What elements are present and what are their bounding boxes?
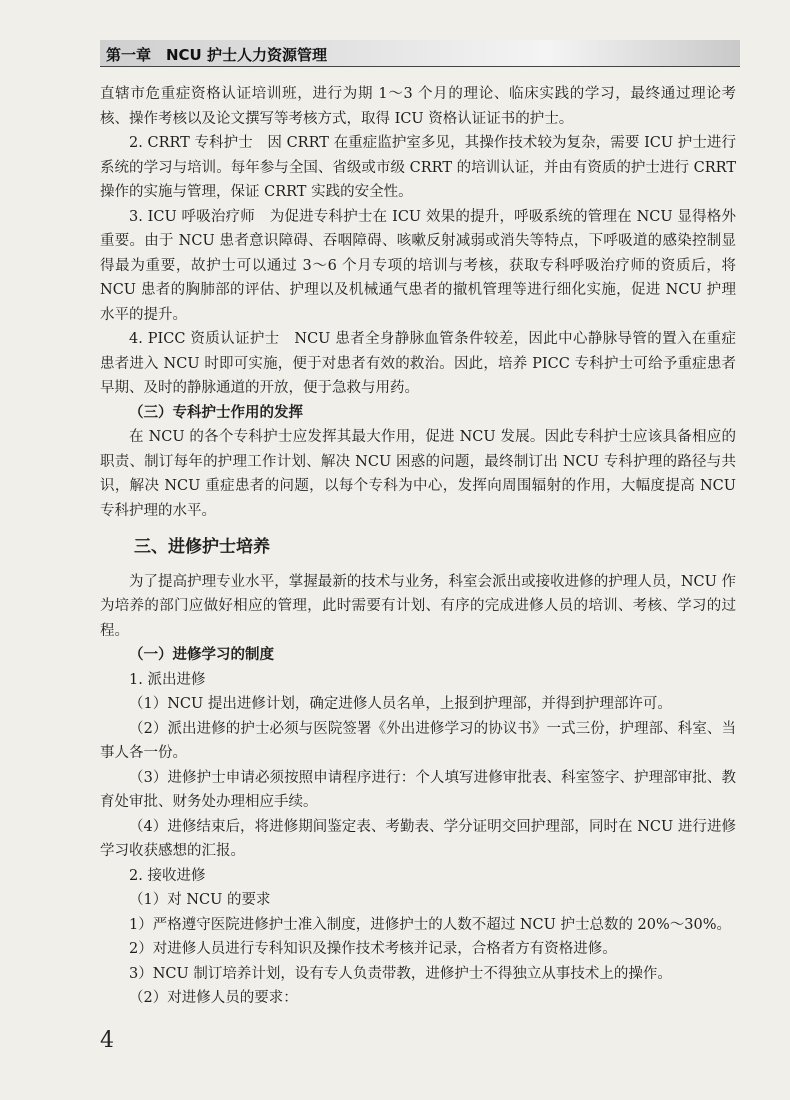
paragraph: （2）派出进修的护士必须与医院签署《外出进修学习的协议书》一式三份，护理部、科室、当事人各一份。 — [100, 720, 736, 761]
paragraph: 3. ICU 呼吸治疗师 为促进专科护士在 ICU 效果的提升，呼吸系统的管理在 NCU 显得格外重要。由于 NCU 患者意识障碍、吞咽障碍、咳嗽反射减弱或消失等特点，下呼吸道的感染控制显得最为重要，故护士可以通过 3～6 个月专项的培训与考核，获取专科呼吸治疗师的资质后，将 NCU 患者的胸肺部的评估、护理以及机械通气患者的撤机管理等进行细化实施，促进 NCU 护理水平的提升。 — [100, 208, 736, 323]
page-body — [100, 82, 736, 1011]
paragraph: 为了提高护理专业水平，掌握最新的技术与业务，科室会派出或接收进修的护理人员，NCU 作为培养的部门应做好相应的管理，此时需要有计划、有序的完成进修人员的培训、考核、学习的过程。 — [100, 573, 736, 639]
paragraph: （1）NCU 提出进修计划，确定进修人员名单，上报到护理部，并得到护理部许可。 — [129, 696, 672, 712]
subheading: 2. 接收进修 — [129, 867, 206, 884]
paragraph: （3）进修护士申请必须按照申请程序进行：个人填写进修审批表、科室签字、护理部审批、教育处审批、财务处办理相应手续。 — [100, 769, 736, 810]
chapter-title: 第一章 NCU 护士人力资源管理 — [106, 46, 327, 64]
paragraph: 在 NCU 的各个专科护士应发挥其最大作用，促进 NCU 发展。因此专科护士应该具备相应的职责、制订每年的护理工作计划、解决 NCU 困惑的问题，最终制订出 NCU 专科护理的路径与共识，解决 NCU 重症患者的问题，以每个专科为中心，发挥向周围辐射的作用，大幅度提高 NCU 专科护理的水平。 — [100, 429, 736, 519]
paragraph: 1）严格遵守医院进修护士准入制度，进修护士的人数不超过 NCU 护士总数的 20%～30%。 — [129, 916, 732, 933]
page-number: 4 — [100, 1028, 114, 1053]
running-header — [100, 40, 740, 67]
paragraph: （1）对 NCU 的要求 — [129, 892, 271, 908]
section-heading: （三）专科护士作用的发挥 — [129, 404, 303, 421]
paragraph: 2. CRRT 专科护士 因 CRRT 在重症监护室多见，其操作技术较为复杂，需要 ICU 护士进行系统的学习与培训。每年参与全国、省级或市级 CRRT 的培训认证，并由有资质的护士进行 CRRT 操作的实施与管理，保证 CRRT 实践的安全性。 — [100, 135, 736, 200]
section-heading: （一）进修学习的制度 — [129, 647, 274, 663]
paragraph: 3）NCU 制订培养计划，设有专人负责带教，进修护士不得独立从事技术上的操作。 — [129, 965, 672, 982]
paragraph: 直辖市危重症资格认证培训班，进行为期 1～3 个月的理论、临床实践的学习，最终通过理论考核、操作考核以及论文撰写等考核方式，取得 ICU 资格认证证书的护士。 — [100, 86, 736, 127]
paragraph: （2）对进修人员的要求： — [129, 990, 298, 1006]
paragraph: 2）对进修人员进行专科知识及操作技术考核并记录，合格者方有资格进修。 — [129, 941, 617, 957]
subheading: 1. 派出进修 — [129, 671, 206, 688]
paragraph: （4）进修结束后，将进修期间鉴定表、考勤表、学分证明交回护理部，同时在 NCU 进行进修学习收获感想的汇报。 — [100, 818, 736, 859]
section-heading-major: 三、进修护士培养 — [134, 537, 270, 557]
paragraph: 4. PICC 资质认证护士 NCU 患者全身静脉血管条件较差，因此中心静脉导管的置入在重症患者进入 NCU 时即可实施，便于对患者有效的救治。因此，培养 PICC 专科护士可给予重症患者早期、及时的静脉通道的开放，便于急救与用药。 — [100, 331, 736, 396]
